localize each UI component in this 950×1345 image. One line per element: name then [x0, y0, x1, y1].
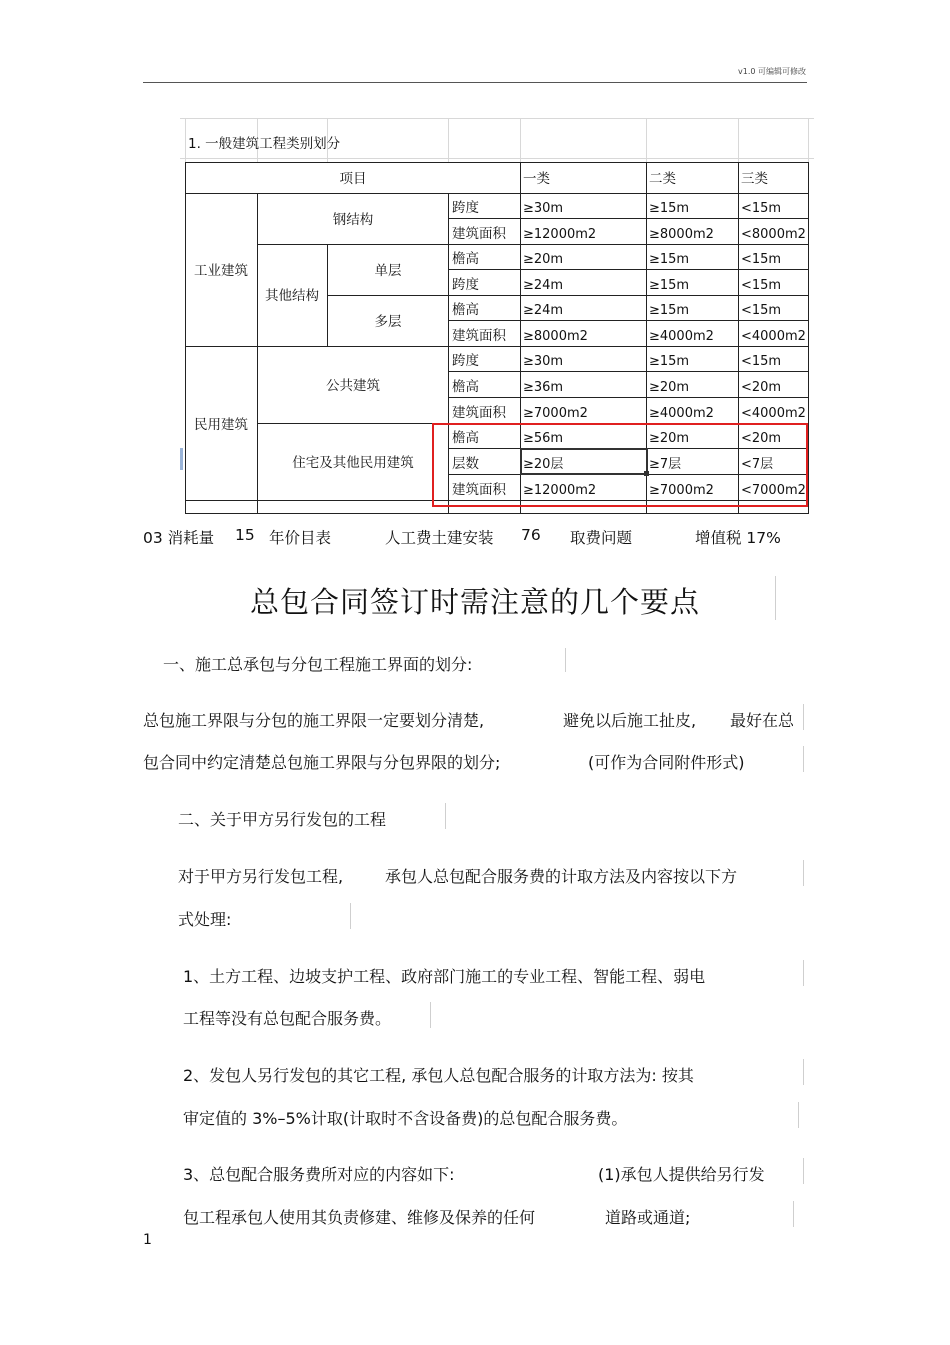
group-industrial: 工业建筑 [194, 263, 248, 279]
group-civil: 民用建筑 [194, 417, 248, 433]
kv-price-list: 年价目表 [269, 529, 332, 547]
p1-line1-b: 避免以后施工扯皮, [563, 711, 697, 730]
margin-mark [565, 648, 566, 672]
table-cell-c1: ≥30m [523, 201, 564, 216]
kv-vat: 增值税 17% [695, 529, 781, 547]
sub-single: 单层 [374, 263, 402, 279]
item-3-line1-a: 3、总包配合服务费所对应的内容如下: [183, 1165, 455, 1184]
table-cell-c3: <15m [741, 278, 782, 293]
margin-mark [803, 1158, 804, 1184]
p2-line1-a: 对于甲方另行发包工程, [178, 867, 344, 886]
table-cell-metric: 层数 [452, 456, 479, 472]
table-cell-metric: 檐高 [452, 430, 479, 446]
section-1-heading: 一、施工总承包与分包工程施工界面的划分: [163, 655, 473, 674]
table-cell-c3: <15m [741, 303, 782, 318]
table-cell-c2: ≥15m [649, 354, 690, 369]
kv-consumption: 03 消耗量 [143, 529, 215, 547]
table-cell-metric: 跨度 [452, 353, 479, 369]
classification-table-image [180, 118, 814, 514]
p2-line2: 式处理: [178, 910, 232, 929]
item-1-line1: 1、土方工程、边坡支护工程、政府部门施工的专业工程、智能工程、弱电 [183, 967, 706, 986]
p1-line1-c: 最好在总 [730, 711, 795, 730]
table-cell-c3: <7000m2 [741, 483, 806, 498]
fill-handle[interactable] [644, 471, 649, 476]
item-3-line1-b: (1)承包人提供给另行发 [598, 1165, 765, 1184]
table-cell-metric: 跨度 [452, 200, 479, 216]
kv-year: 15 [235, 526, 255, 544]
col-head-class1: 一类 [523, 171, 550, 187]
table-cell-c1: ≥24m [523, 278, 564, 293]
table-cell-c3: <4000m2 [741, 406, 806, 421]
table-cell-c3: <8000m2 [741, 227, 806, 242]
sub-multi: 多层 [374, 314, 402, 330]
item-3-line2-b: 道路或通道; [605, 1208, 691, 1227]
table-cell-metric: 跨度 [452, 277, 479, 293]
table-cell-c3: <15m [741, 201, 782, 216]
table-cell-c3: <15m [741, 354, 782, 369]
table-cell-c1: ≥8000m2 [523, 329, 588, 344]
classification-table [180, 118, 814, 514]
table-cell-c2: ≥8000m2 [649, 227, 714, 242]
table-cell-c2: ≥15m [649, 303, 690, 318]
margin-mark [798, 1102, 799, 1128]
kv-fee-issue: 取费问题 [570, 529, 633, 547]
table-cell-c1: ≥20层 [523, 457, 564, 472]
col-head-item: 项目 [339, 171, 367, 187]
kv-labor: 人工费土建安装 [385, 529, 494, 547]
col-head-class3: 三类 [741, 171, 768, 187]
table-cell-metric: 建筑面积 [452, 482, 506, 498]
table-cell-c3: <20m [741, 431, 782, 446]
margin-mark [803, 746, 804, 772]
margin-mark [430, 1002, 431, 1028]
sub-steel: 钢结构 [332, 212, 374, 228]
doc-title: 总包合同签订时需注意的几个要点 [249, 585, 700, 619]
item-2-line2: 审定值的 3%–5%计取(计取时不含设备费)的总包配合服务费。 [183, 1109, 628, 1128]
table-cell-metric: 檐高 [452, 379, 479, 395]
table-cell-metric: 建筑面积 [452, 405, 506, 421]
table-cell-c1: ≥24m [523, 303, 564, 318]
table-cell-c2: ≥4000m2 [649, 329, 714, 344]
group-other-structure: 其他结构 [265, 288, 319, 304]
table-cell-c2: ≥15m [649, 252, 690, 267]
table-cell-c1: ≥30m [523, 354, 564, 369]
page-number: 1 [143, 1232, 152, 1248]
table-cell-metric: 建筑面积 [452, 226, 506, 242]
margin-mark [803, 704, 804, 730]
margin-mark [350, 903, 351, 929]
kv-labor-value: 76 [521, 526, 541, 544]
section-2-heading: 二、关于甲方另行发包的工程 [178, 810, 387, 829]
table-cell-c1: ≥20m [523, 252, 564, 267]
item-1-line2: 工程等没有总包配合服务费。 [183, 1009, 392, 1028]
table-cell-c3: <20m [741, 380, 782, 395]
margin-mark [445, 803, 446, 829]
table-cell-c3: <4000m2 [741, 329, 806, 344]
margin-mark [803, 1059, 804, 1085]
margin-mark [803, 960, 804, 986]
table-cell-c3: <7层 [741, 457, 774, 472]
table-rows [452, 199, 806, 498]
table-cell-c1: ≥56m [523, 431, 564, 446]
item-3-line2-a: 包工程承包人使用其负责修建、维修及保养的任何 [183, 1208, 536, 1227]
p1-line2-a: 包合同中约定清楚总包施工界限与分包界限的划分; [143, 753, 501, 772]
table-cell-metric: 檐高 [452, 251, 479, 267]
margin-mark [803, 860, 804, 886]
p2-line1-b: 承包人总包配合服务费的计取方法及内容按以下方 [385, 867, 738, 886]
table-cell-c2: ≥4000m2 [649, 406, 714, 421]
table-cell-c2: ≥7000m2 [649, 483, 714, 498]
header-version: v1.0 可编辑可修改 [738, 67, 806, 76]
table-title: 1. 一般建筑工程类别划分 [188, 136, 341, 152]
table-cell-c2: ≥7层 [649, 457, 682, 472]
margin-mark [775, 576, 776, 620]
p1-line2-b: (可作为合同附件形式) [588, 753, 745, 772]
table-cell-c1: ≥7000m2 [523, 406, 588, 421]
table-cell-c1: ≥12000m2 [523, 483, 597, 498]
table-cell-c2: ≥20m [649, 431, 690, 446]
table-cell-c3: <15m [741, 252, 782, 267]
margin-mark [793, 1201, 794, 1227]
col-head-class2: 二类 [649, 171, 676, 187]
table-cell-metric: 檐高 [452, 302, 479, 318]
item-2-line1: 2、发包人另行发包的其它工程, 承包人总包配合服务的计取方法为: 按其 [183, 1066, 694, 1085]
header-rule [143, 82, 807, 83]
table-cell-c2: ≥15m [649, 278, 690, 293]
table-cell-c2: ≥20m [649, 380, 690, 395]
p1-line1-a: 总包施工界限与分包的施工界限一定要划分清楚, [143, 711, 485, 730]
table-cell-c1: ≥36m [523, 380, 564, 395]
sub-public: 公共建筑 [326, 378, 380, 394]
table-cell-c2: ≥15m [649, 201, 690, 216]
table-cell-metric: 建筑面积 [452, 328, 506, 344]
table-cell-c1: ≥12000m2 [523, 227, 597, 242]
sub-residential: 住宅及其他民用建筑 [292, 455, 414, 471]
